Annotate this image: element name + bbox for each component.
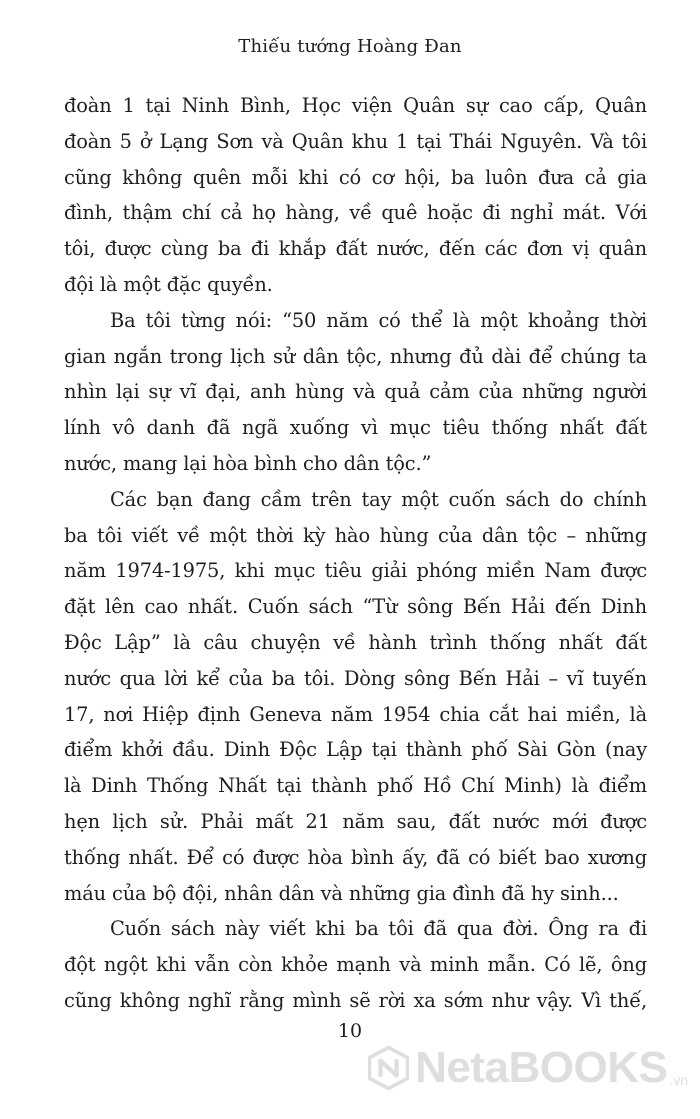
text-line: ba tôi viết về một thời kỳ hào hùng của dân tộc – những [64, 523, 647, 547]
text-line: là Dinh Thống Nhất tại thành phố Hồ Chí Minh) là điểm [64, 774, 647, 798]
text-line: nhìn lại sự vĩ đại, anh hùng và quả cảm của những người [64, 380, 647, 404]
text-line: đoàn 5 ở Lạng Sơn và Quân khu 1 tại Thái Nguyên. Và tôi [64, 129, 647, 153]
text-line: 17, nơi Hiệp định Geneva năm 1954 chia cắt hai miền, là [64, 702, 647, 726]
text-line: cũng không quên mỗi khi có cơ hội, ba luôn đưa cả gia [64, 165, 647, 189]
text-line: Các bạn đang cầm trên tay một cuốn sách do chính [110, 487, 647, 511]
text-line: năm 1974-1975, khi mục tiêu giải phóng miền Nam được [64, 559, 647, 583]
text-line: điểm khởi đầu. Dinh Độc Lập tại thành phố Sài Gòn (nay [64, 738, 647, 762]
text-line: lính vô danh đã ngã xuống vì mục tiêu thống nhất đất [64, 416, 647, 440]
text-line: Độc Lập” là câu chuyện về hành trình thống nhất đất [64, 630, 647, 654]
page-number: 10 [337, 1020, 363, 1042]
text-line: đột ngột khi vẫn còn khỏe mạnh và minh mẫn. Có lẽ, ông [64, 953, 647, 977]
text-line: nước qua lời kể của ba tôi. Dòng sông Bến Hải – vĩ tuyến [64, 666, 647, 690]
text-line: Ba tôi từng nói: “50 năm có thể là một khoảng thời [110, 308, 647, 332]
text-line: thống nhất. Để có được hòa bình ấy, đã có biết bao xương [64, 845, 647, 869]
watermark-brand: NetaBOOKS [415, 1043, 668, 1092]
page-body [64, 88, 647, 1019]
netabooks-logo-icon [368, 1038, 409, 1098]
text-line: hẹn lịch sử. Phải mất 21 năm sau, đất nước mới được [64, 809, 647, 833]
text-line: đội là một đặc quyền. [64, 272, 273, 296]
running-header: Thiếu tướng Hoàng Đan [238, 36, 462, 57]
text-line: đặt lên cao nhất. Cuốn sách “Từ sông Bến Hải đến Dinh [64, 595, 647, 619]
text-line: nước, mang lại hòa bình cho dân tộc.” [64, 451, 432, 475]
text-line: tôi, được cùng ba đi khắp đất nước, đến các đơn vị quân [64, 237, 647, 261]
text-line: cũng không nghĩ rằng mình sẽ rời xa sớm như vậy. Vì thế, [64, 988, 647, 1012]
text-line: Cuốn sách này viết khi ba tôi đã qua đời. Ông ra đi [110, 917, 647, 941]
text-line: gian ngắn trong lịch sử dân tộc, nhưng đủ dài để chúng ta [64, 344, 647, 368]
text-line: đoàn 1 tại Ninh Bình, Học viện Quân sự cao cấp, Quân [64, 94, 647, 117]
watermark [368, 1036, 688, 1100]
watermark-tld: .vn [669, 1072, 688, 1088]
text-line: đình, thậm chí cả họ hàng, về quê hoặc đi nghỉ mát. Với [64, 201, 647, 225]
text-line: máu của bộ đội, nhân dân và những gia đình đã hy sinh... [64, 881, 619, 905]
